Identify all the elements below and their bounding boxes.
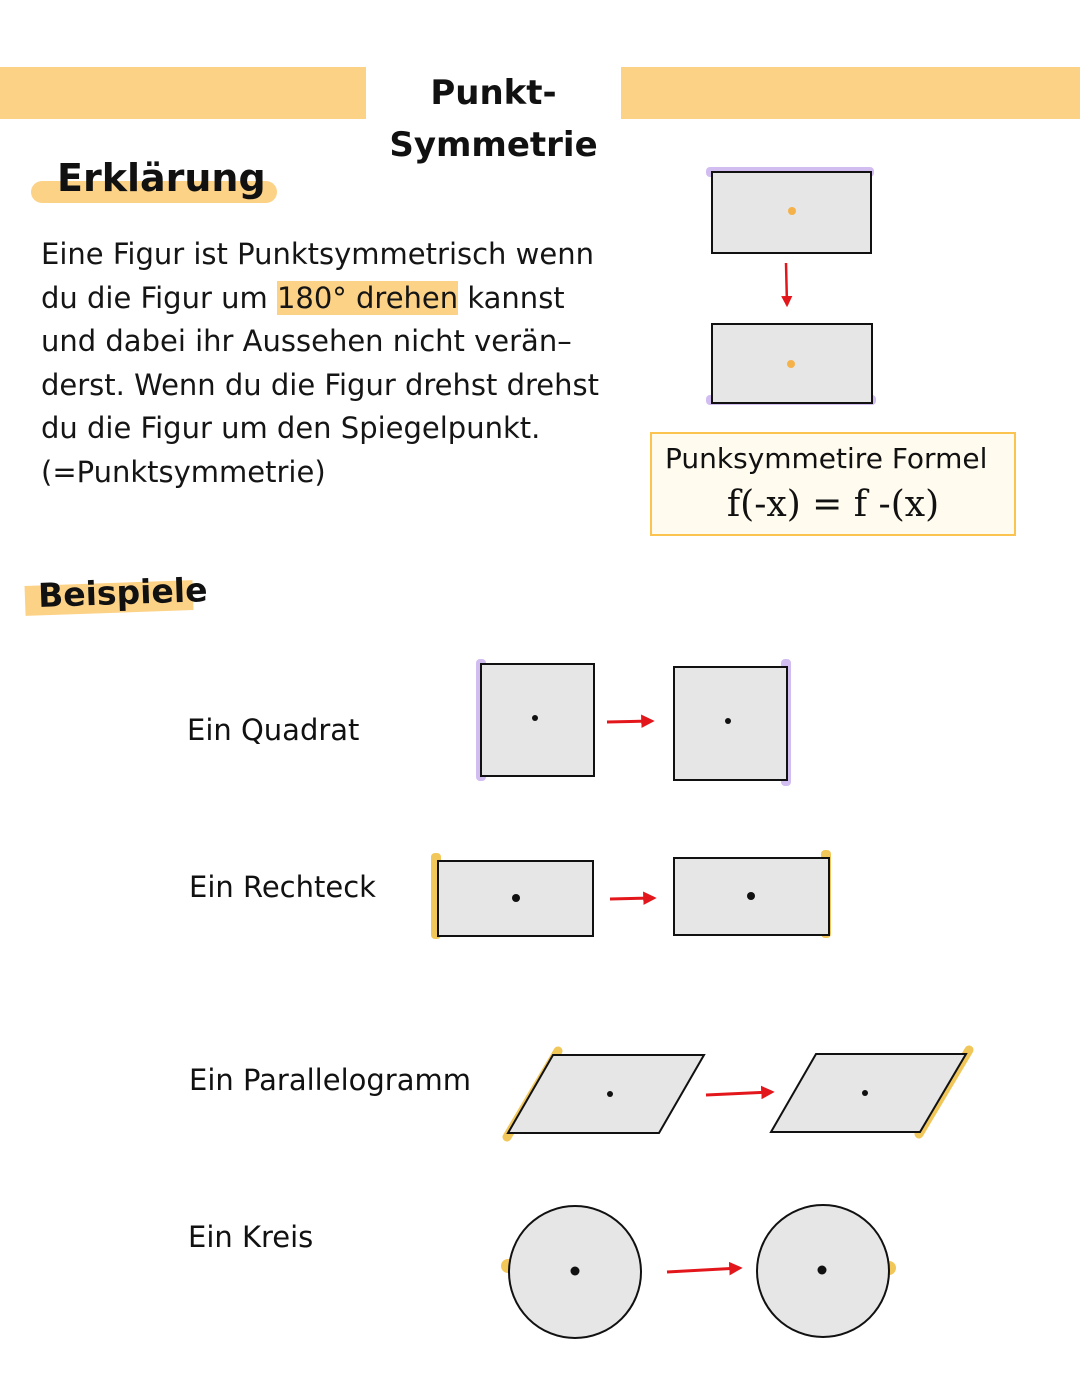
center-point [571,1267,580,1276]
center-point [788,207,796,215]
center-point [747,892,755,900]
rectangle-after [674,850,831,938]
explanation-heading: Erklärung [57,156,266,200]
formula-equation: f(-x) = f -(x) [726,484,940,525]
example-label-circle: Ein Kreis [188,1220,314,1254]
example-label-parallelogram: Ein Parallelogramm [189,1063,471,1097]
rotation-arrow [607,721,652,722]
center-point [725,718,731,724]
formula-title: Punksymmetire Formel [665,442,988,475]
center-point [862,1090,868,1096]
examples-heading: Beispiele [37,570,209,615]
parallelogram-before [507,1051,704,1137]
explanation-line: du die Figur um den Spiegelpunkt. [41,411,541,446]
explanation-fragment: kannst [458,280,565,315]
square-after [674,659,791,786]
explanation-fragment: du die Figur um [41,280,277,315]
center-point [512,894,520,902]
explanation-line: Eine Figur ist Punktsymmetrisch wenn [41,237,594,271]
square-before [476,659,594,781]
rectangle-before [431,853,593,939]
center-point [818,1266,827,1275]
rotation-arrow [786,263,787,305]
example-label-rectangle: Ein Rechteck [189,870,376,904]
circle-after [757,1205,896,1337]
highlighted-phrase: 180° drehen [276,280,459,315]
square-shape [674,667,787,780]
top-rectangle-after [706,324,876,405]
center-point [787,360,795,368]
center-point [607,1091,613,1097]
circle-before [501,1206,641,1338]
parallelogram-shape [771,1054,966,1132]
rotation-arrow [610,898,654,899]
explanation-line: derst. Wenn du die Figur drehst drehst [41,367,599,402]
parallelogram-shape [508,1055,704,1133]
explanation-line: und dabei ihr Aussehen nicht verän– [41,324,572,359]
rotation-arrow [706,1092,772,1095]
square-shape [481,664,594,776]
example-label-square: Ein Quadrat [187,713,360,747]
parallelogram-after [771,1050,969,1134]
explanation-line: (=Punktsymmetrie) [41,454,326,489]
center-point [532,715,538,721]
page-title: Punkt-Symmetrie [389,73,598,165]
top-rectangle-before [706,167,874,253]
rotation-arrow [667,1268,740,1272]
